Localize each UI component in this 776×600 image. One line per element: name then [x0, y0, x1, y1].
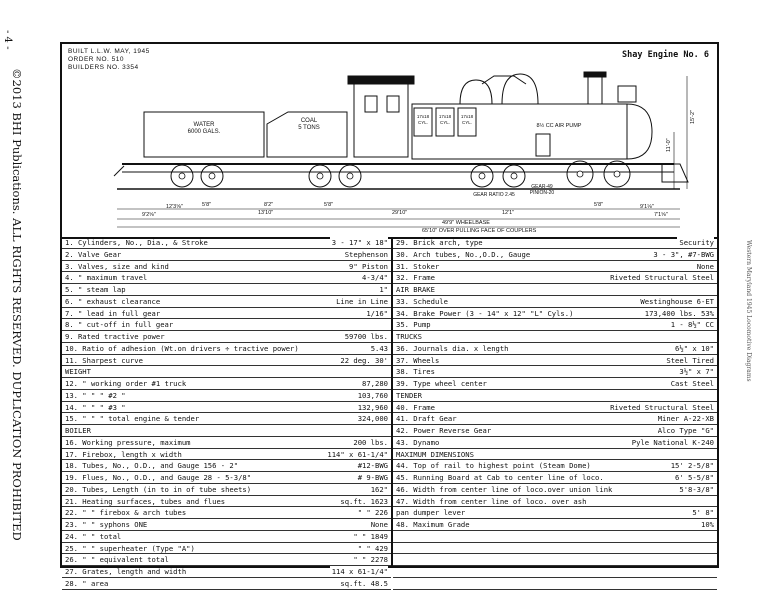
spec-row [62, 390, 391, 402]
spec-label: 20. Tubes, Length (in to in of tube sheets) [65, 484, 252, 494]
spec-value: Westinghouse 6-ET [640, 296, 714, 306]
spec-value: 5'8-3/8" [679, 484, 714, 494]
spec-value: 162" [370, 484, 388, 494]
spec-row [62, 261, 391, 273]
copyright-notice: ©2013 BHI Publications. ALL RIGHTS RESERVED. DUPLICATION PROHIBITED [10, 68, 24, 541]
spec-label: 48. Maximum Grade [396, 520, 470, 529]
cab-height-dimension: 11'-0" [666, 138, 672, 152]
spec-label: 37. Wheels [396, 355, 440, 365]
dim-front-overhang: 9'1⅛" [640, 204, 654, 210]
spec-label: 6. " exhaust clearance [65, 296, 161, 306]
spec-row [62, 331, 391, 343]
spec-value: 10% [701, 520, 714, 529]
spec-label: AIR BRAKE [396, 285, 435, 294]
spec-value: Stephenson [344, 249, 388, 259]
spec-row [393, 296, 717, 308]
spec-row [393, 472, 717, 484]
spec-label: 35. Pump [396, 320, 431, 330]
coal-label-line-1: COAL [300, 118, 318, 124]
spec-value: 1" [379, 285, 388, 294]
spec-row [393, 331, 717, 343]
spec-value: 4-3/4" [362, 273, 388, 283]
dim-tender-spacing: 13'10" [258, 210, 274, 216]
spec-value: " " 1849 [353, 531, 388, 541]
spec-value: 3 - 17" x 18" [331, 238, 388, 247]
spec-label: 36. Journals dia. x length [396, 343, 509, 353]
spec-value: 22 deg. 30' [340, 355, 388, 365]
spec-row [62, 484, 391, 496]
spec-label: 21. Heating surfaces, tubes and flues [65, 496, 226, 506]
spec-value: Line in Line [336, 296, 388, 306]
builder-info [68, 48, 150, 72]
spec-label: 25. " " superheater (Type "A") [65, 543, 195, 553]
spec-label: 33. Schedule [396, 296, 448, 306]
spec-row [393, 261, 717, 273]
coal-label-line-2: 5 TONS [298, 125, 320, 131]
spec-row [393, 402, 717, 414]
spec-label: 47. Width from center line of loco. over ash [396, 496, 587, 506]
spec-label: 34. Brake Power (3 - 14" x 12" "L" Cyls.) [396, 308, 574, 318]
cylinder-3-label: 17x18 CYL. [460, 114, 474, 125]
spec-value: 5.43 [370, 343, 388, 353]
spec-label: 23. " " syphons ONE [65, 520, 148, 529]
spec-row [62, 554, 391, 566]
water-label-line-2: 6000 GALS. [187, 129, 221, 135]
spec-row [62, 437, 391, 449]
spec-label: 11. Sharpest curve [65, 355, 143, 365]
dim-overall-length: 65'10" OVER PULLING FACE OF COUPLERS [422, 228, 537, 234]
spec-row [393, 519, 717, 531]
air-pump-label: 8½ CC AIR PUMP [536, 123, 582, 129]
spec-row [62, 249, 391, 261]
coal-label [284, 118, 334, 132]
spec-row [393, 343, 717, 355]
spec-value: 114" x 61-1/4" [327, 449, 388, 459]
spec-value: 87,280 [362, 379, 388, 388]
spec-row [393, 460, 717, 472]
spec-label: 39. Type wheel center [396, 379, 487, 388]
spec-value: 6½" x 10" [675, 343, 714, 353]
spec-value: Riveted Structural Steel [610, 402, 714, 412]
water-label-line-1: WATER [193, 122, 215, 128]
spec-label: 24. " " total [65, 531, 122, 541]
spec-row [393, 355, 717, 367]
spec-label: 26. " " equivalent total [65, 555, 169, 565]
spec-row [62, 460, 391, 472]
builders-line: BUILDERS NO. 3354 [68, 64, 139, 71]
spec-label: 5. " steam lap [65, 285, 126, 294]
spec-label: pan dumper lever [396, 508, 466, 518]
spec-row [62, 472, 391, 484]
spec-row [393, 484, 717, 496]
spec-row [393, 284, 717, 296]
dim-centers: 29'10" [392, 210, 408, 216]
cylinder-1-label: 17x18 CYL. [416, 114, 430, 125]
locomotive-diagram-sheet [60, 42, 719, 588]
spec-label: 31. Stoker [396, 261, 440, 271]
spec-label: 43. Dynamo [396, 437, 440, 447]
spec-value: Pyle National K-240 [631, 437, 714, 447]
left-margin [0, 0, 40, 600]
dim-rear-overhang: 12'3⅝" [166, 204, 183, 210]
spec-row [62, 449, 391, 461]
spec-value: 132,960 [357, 402, 388, 412]
cylinder-2-label: 17x18 CYL. [438, 114, 452, 125]
spec-row [393, 578, 717, 590]
spec-label: BOILER [65, 426, 91, 435]
dim-front-spacing: 12'1" [502, 210, 515, 216]
spec-label: 13. " " " #2 " [65, 390, 126, 400]
spec-label: 30. Arch tubes, No.,O.D., Gauge [396, 249, 531, 259]
spec-value: None [696, 261, 714, 271]
spec-row [393, 237, 717, 249]
spec-label: 18. Tubes, No., O.D., and Gauge 156 - 2" [65, 461, 239, 471]
spec-label: 45. Running Board at Cab to center line of loco. [396, 473, 604, 482]
spec-label: 44. Top of rail to highest point (Steam Dome) [396, 461, 591, 471]
spec-value: sq.ft. 1623 [340, 496, 388, 506]
spec-value: Cast Steel [670, 379, 714, 388]
spec-row [62, 378, 391, 390]
spec-label: MAXIMUM DIMENSIONS [396, 449, 474, 459]
spec-row [393, 413, 717, 425]
spec-value: 9" Piston [349, 261, 388, 271]
spec-label: 16. Working pressure, maximum [65, 437, 191, 447]
spec-value: 1 - 8½" CC [670, 320, 714, 330]
spec-row [393, 308, 717, 320]
spec-value: 1/16" [366, 308, 388, 318]
spec-row [62, 496, 391, 508]
spec-label: 29. Brick arch, type [396, 238, 483, 247]
spec-value: 173,400 lbs. 53% [644, 308, 714, 318]
spec-label: 12. " working order #1 truck [65, 379, 187, 388]
spec-value: 3 - 3", #7-BWG [653, 249, 714, 259]
spec-label: 41. Draft Gear [396, 414, 457, 424]
spec-row [62, 319, 391, 331]
spec-label: 2. Valve Gear [65, 249, 122, 259]
spec-value: Alco Type "G" [657, 426, 714, 435]
spec-label: 19. Flues, No., O.D., and Gauge 28 - 5-3/8" [65, 473, 252, 482]
dim-truck-3: 5'8" [594, 202, 604, 208]
spec-label: 40. Frame [396, 402, 435, 412]
spec-value: 103,760 [357, 390, 388, 400]
spec-label: 7. " lead in full gear [65, 308, 161, 318]
spec-row [393, 437, 717, 449]
spec-label: 32. Frame [396, 273, 435, 283]
order-line: ORDER NO. 510 [68, 56, 124, 63]
spec-value: Security [679, 238, 714, 247]
built-line: BUILT L.L.W. MAY, 1945 [68, 48, 150, 55]
spec-value: # 9-BWG [357, 473, 388, 482]
spec-label: 42. Power Reverse Gear [396, 426, 492, 435]
spec-value: sq.ft. 48.5 [340, 578, 388, 588]
height-dimension: 15'-2" [690, 109, 696, 124]
spec-label: 9. Rated tractive power [65, 332, 165, 341]
spec-value: " " 2278 [353, 555, 388, 565]
locomotive-drawing [62, 44, 717, 239]
spec-label: 14. " " " #3 " [65, 402, 126, 412]
spec-value: #12-BWG [357, 461, 388, 471]
spec-row [393, 378, 717, 390]
dim-front-end: 7'1⅝" [654, 212, 668, 218]
spec-label: TENDER [396, 390, 422, 400]
side-caption: Western Maryland 1945 Locomotive Diagrams [745, 240, 752, 382]
spec-label: 17. Firebox, length x width [65, 449, 182, 459]
spec-value: 114 x 61-1/4" [331, 567, 388, 576]
spec-value: None [370, 520, 388, 529]
dim-rear-end: 9'2⅝" [142, 212, 156, 218]
spec-value: Steel Tired [666, 355, 714, 365]
spec-row [62, 425, 391, 437]
spec-value: " " 226 [357, 508, 388, 518]
page-number: - 4 - [2, 30, 13, 50]
spec-column-left [62, 237, 393, 588]
spec-label: 1. Cylinders, No., Dia., & Stroke [65, 238, 208, 247]
spec-row [62, 355, 391, 367]
spec-row [62, 402, 391, 414]
spec-row [393, 272, 717, 284]
spec-row [393, 390, 717, 402]
gear-teeth-label: GEAR-49 [531, 184, 553, 190]
spec-label: 3. Valves, size and kind [65, 261, 169, 271]
spec-row [393, 425, 717, 437]
spec-row [393, 507, 717, 519]
spec-column-right [393, 237, 717, 566]
spec-value: 15' 2-5/8" [670, 461, 714, 471]
spec-value: 59700 lbs. [344, 332, 388, 341]
spec-row [62, 507, 391, 519]
spec-row [393, 319, 717, 331]
spec-row [62, 578, 391, 590]
dim-truck-2: 5'8" [324, 202, 334, 208]
water-label [172, 122, 236, 136]
spec-row [393, 249, 717, 261]
specification-tables [62, 237, 717, 588]
dim-truck-1: 5'8" [202, 202, 212, 208]
pinion-teeth-label: PINION-20 [529, 190, 555, 196]
spec-row [393, 554, 717, 566]
locomotive-elevation-drawing [62, 44, 717, 237]
dim-truck-spacing: 8'2" [264, 202, 274, 208]
dim-wheelbase: 49'9" WHEELBASE [442, 220, 490, 226]
spec-label: 15. " " " total engine & tender [65, 414, 200, 424]
spec-row [62, 272, 391, 284]
spec-value: 3½" x 7" [679, 367, 714, 377]
spec-label: TRUCKS [396, 332, 422, 341]
spec-label: 38. Tires [396, 367, 435, 377]
spec-row [62, 308, 391, 320]
spec-row [62, 343, 391, 355]
spec-value: 324,000 [357, 414, 388, 424]
spec-value: 5' 8" [692, 508, 714, 518]
spec-row [62, 531, 391, 543]
spec-label: 10. Ratio of adhesion (Wt.on drivers ÷ tractive power) [65, 343, 299, 353]
spec-row [62, 519, 391, 531]
spec-label: 46. Width from center line of loco.over union link [396, 484, 613, 494]
spec-label: 4. " maximum travel [65, 273, 148, 283]
spec-value: 6' 5-5/8" [675, 473, 714, 482]
gear-pinion-label [524, 184, 560, 196]
spec-row [62, 413, 391, 425]
spec-row [62, 296, 391, 308]
spec-value: Riveted Structural Steel [610, 273, 714, 283]
spec-label: WEIGHT [65, 367, 91, 377]
spec-row [393, 543, 717, 555]
spec-label: 28. " area [65, 578, 109, 588]
spec-label: 22. " " firebox & arch tubes [65, 508, 187, 518]
spec-label: 8. " cut-off in full gear [65, 320, 174, 330]
spec-row [62, 543, 391, 555]
spec-row [62, 237, 391, 249]
spec-value: " " 429 [357, 543, 388, 553]
spec-value: 200 lbs. [353, 437, 388, 447]
spec-row [393, 449, 717, 461]
spec-row [62, 284, 391, 296]
engine-title: Shay Engine No. 6 [622, 50, 709, 60]
spec-value: Miner A-22-XB [657, 414, 714, 424]
spec-row [393, 566, 717, 578]
spec-row [393, 366, 717, 378]
spec-row [393, 496, 717, 508]
gear-ratio-label: GEAR RATIO 2.45 [473, 192, 515, 198]
spec-label: 27. Grates, length and width [65, 567, 187, 576]
spec-row [62, 366, 391, 378]
spec-row [393, 531, 717, 543]
spec-row [62, 566, 391, 578]
